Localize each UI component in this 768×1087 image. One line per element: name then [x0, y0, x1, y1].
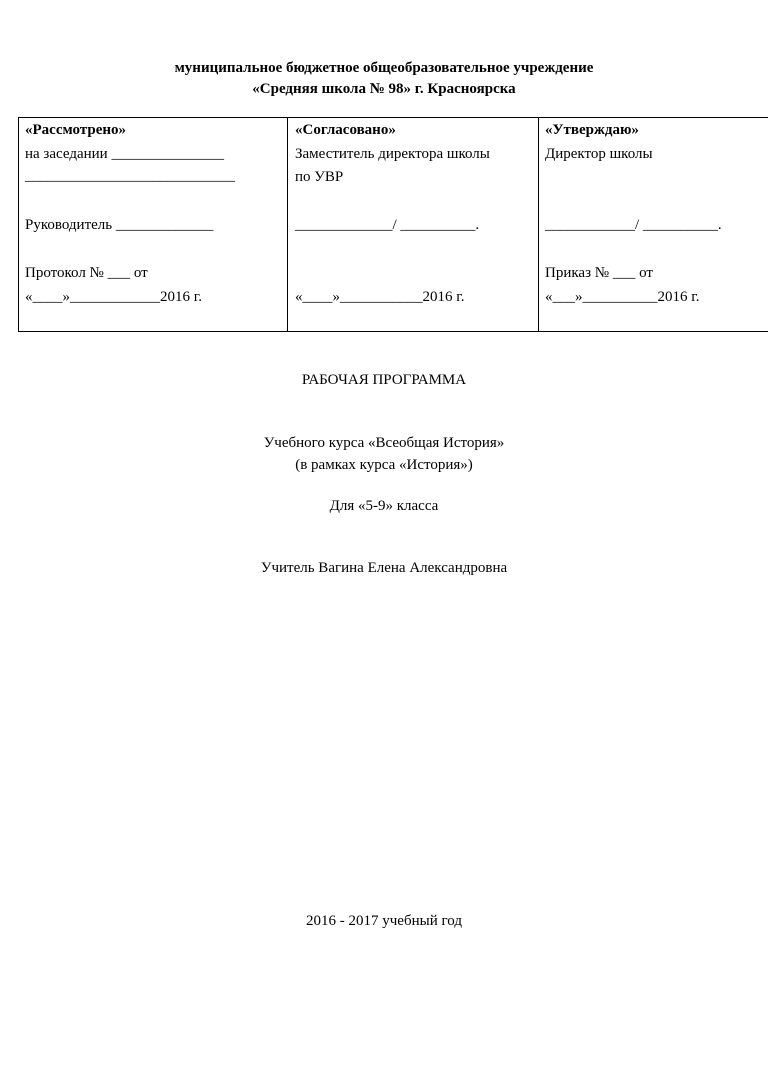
approval-table — [18, 117, 768, 332]
agreed-date: «____»___________2016 г. — [295, 289, 465, 305]
academic-year: 2016 - 2017 учебный год — [306, 913, 462, 929]
agreed-column — [288, 118, 539, 331]
agreed-position-cont: по УВР — [295, 169, 344, 185]
approved-title: «Утверждаю» — [545, 122, 639, 138]
considered-date: «____»____________2016 г. — [25, 289, 202, 305]
agreed-title: «Согласовано» — [295, 122, 396, 138]
program-title: РАБОЧАЯ ПРОГРАММА — [301, 372, 467, 388]
considered-protocol: Протокол № ___ от — [25, 265, 148, 281]
agreed-signature: _____________/ __________. — [295, 217, 480, 233]
organization-header — [0, 58, 768, 100]
teacher-name: Учитель Вагина Елена Александровна — [260, 560, 508, 576]
approved-column — [539, 118, 768, 331]
grade-range: Для «5-9» класса — [329, 498, 439, 514]
considered-title: «Рассмотрено» — [25, 122, 126, 138]
organization-type: муниципальное бюджетное общеобразовательное учреждение — [174, 60, 594, 76]
approved-signature: ____________/ __________. — [545, 217, 722, 233]
approved-order: Приказ № ___ от — [545, 265, 653, 281]
school-name: «Средняя школа № 98» г. Красноярска — [252, 81, 516, 97]
considered-meeting-line: ____________________________ — [25, 168, 235, 184]
course-name: Учебного курса «Всеобщая История» — [263, 435, 505, 451]
considered-head: Руководитель _____________ — [25, 217, 214, 233]
course-scope: (в рамках курса «История») — [295, 457, 473, 473]
approved-date: «___»__________2016 г. — [545, 289, 700, 305]
considered-column — [19, 118, 288, 331]
approved-position: Директор школы — [545, 146, 653, 162]
agreed-position: Заместитель директора школы — [295, 146, 490, 162]
considered-meeting: на заседании _______________ — [25, 146, 224, 162]
